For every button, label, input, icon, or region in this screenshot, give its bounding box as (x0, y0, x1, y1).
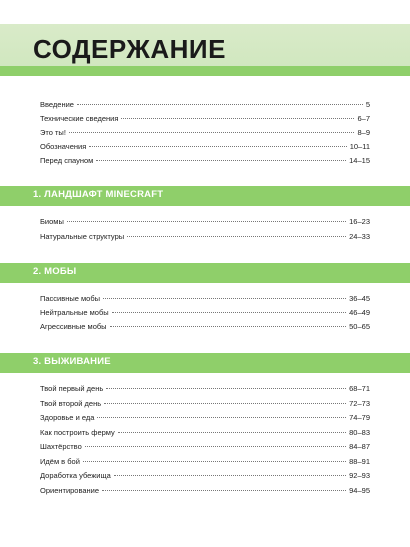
toc-entry[interactable] (40, 399, 370, 414)
toc-entry-pages: 46–49 (349, 308, 370, 317)
toc-entry-label: Ориентирование (40, 485, 100, 495)
toc-entry-pages: 68–71 (349, 384, 370, 393)
toc-entry[interactable] (40, 100, 370, 114)
dot-leader (83, 461, 346, 462)
toc-entry-label: Технические сведения (40, 114, 119, 123)
toc-entry[interactable] (40, 384, 370, 399)
toc-entry-pages: 24–33 (349, 232, 370, 241)
toc-entry[interactable] (40, 322, 370, 336)
toc-entry-label: Идём в бой (40, 456, 80, 466)
dot-leader (67, 221, 346, 222)
toc-entry-label: Как построить ферму (40, 427, 115, 437)
toc-entry-pages: 88–91 (349, 456, 370, 466)
dot-leader (85, 446, 346, 447)
dot-leader (127, 236, 346, 237)
dot-leader (97, 417, 346, 418)
toc-entry[interactable] (40, 114, 370, 128)
toc-entry[interactable] (40, 457, 370, 472)
dot-leader (121, 118, 354, 119)
section-header-2 (0, 263, 410, 283)
toc-entry-pages: 36–45 (349, 294, 370, 303)
dot-leader (96, 160, 346, 161)
toc-entry-pages: 6–7 (357, 114, 370, 123)
toc-entry-label: Твой второй день (40, 398, 102, 408)
toc-entry-pages: 92–93 (349, 471, 370, 480)
toc-entry-pages: 84–87 (349, 442, 370, 451)
toc-entry[interactable] (40, 486, 370, 501)
toc-entry[interactable] (40, 232, 370, 247)
toc-entry-label: Обозначения (40, 142, 87, 151)
toc-entry-label: Нейтральные мобы (40, 308, 109, 317)
section-header-3 (0, 353, 410, 373)
toc-entry-pages: 5 (365, 100, 370, 109)
toc-entry-pages: 50–65 (349, 322, 370, 331)
toc-entry-label: Введение (40, 100, 74, 109)
section-title: 1. ЛАНДШАФТ MINECRAFT (33, 189, 164, 200)
toc-entry-label: Перед спауном (40, 156, 94, 165)
toc-entry-label: Шахтёрство (40, 442, 82, 451)
toc-section-2-list (40, 294, 370, 336)
toc-entry-label: Доработка убежища (40, 471, 111, 480)
section-title: 2. МОБЫ (33, 266, 77, 277)
dot-leader (114, 475, 346, 476)
title-accent-stripe (0, 66, 410, 76)
toc-entry[interactable] (40, 308, 370, 322)
dot-leader (118, 432, 346, 433)
toc-entry-pages: 80–83 (349, 427, 370, 437)
toc-entry-label: Агрессивные мобы (40, 322, 107, 331)
toc-intro-list (40, 100, 370, 170)
toc-entry-pages: 94–95 (349, 485, 370, 495)
toc-entry[interactable] (40, 471, 370, 486)
toc-entry-label: Биомы (40, 217, 64, 226)
toc-entry[interactable] (40, 217, 370, 232)
toc-entry-pages: 74–79 (349, 413, 370, 422)
toc-entry-label: Здоровье и еда (40, 413, 95, 422)
toc-section-1-list (40, 217, 370, 247)
section-header-1 (0, 186, 410, 206)
dot-leader (106, 388, 346, 389)
toc-entry[interactable] (40, 294, 370, 308)
dot-leader (110, 326, 347, 327)
toc-entry[interactable] (40, 156, 370, 170)
toc-entry[interactable] (40, 128, 370, 142)
dot-leader (103, 298, 346, 299)
toc-entry-label: Натуральные структуры (40, 232, 125, 241)
toc-entry-pages: 16–23 (349, 217, 370, 226)
toc-entry[interactable] (40, 413, 370, 428)
toc-entry[interactable] (40, 428, 370, 443)
toc-section-3-list (40, 384, 370, 500)
toc-entry-label: Твой первый день (40, 384, 104, 393)
dot-leader (104, 403, 346, 404)
dot-leader (112, 312, 347, 313)
toc-entry-pages: 10–11 (349, 142, 370, 151)
dot-leader (89, 146, 346, 147)
dot-leader (69, 132, 355, 133)
page-title: СОДЕРЖАНИЕ (33, 34, 226, 64)
toc-entry-label: Это ты! (40, 128, 66, 137)
dot-leader (77, 104, 363, 105)
toc-entry-pages: 8–9 (357, 128, 370, 137)
toc-entry-pages: 14–15 (349, 156, 370, 165)
dot-leader (102, 490, 346, 491)
toc-entry-label: Пассивные мобы (40, 294, 101, 303)
toc-entry-pages: 72–73 (349, 398, 370, 408)
toc-entry[interactable] (40, 142, 370, 156)
toc-entry[interactable] (40, 442, 370, 457)
section-title: 3. ВЫЖИВАНИЕ (33, 356, 111, 367)
